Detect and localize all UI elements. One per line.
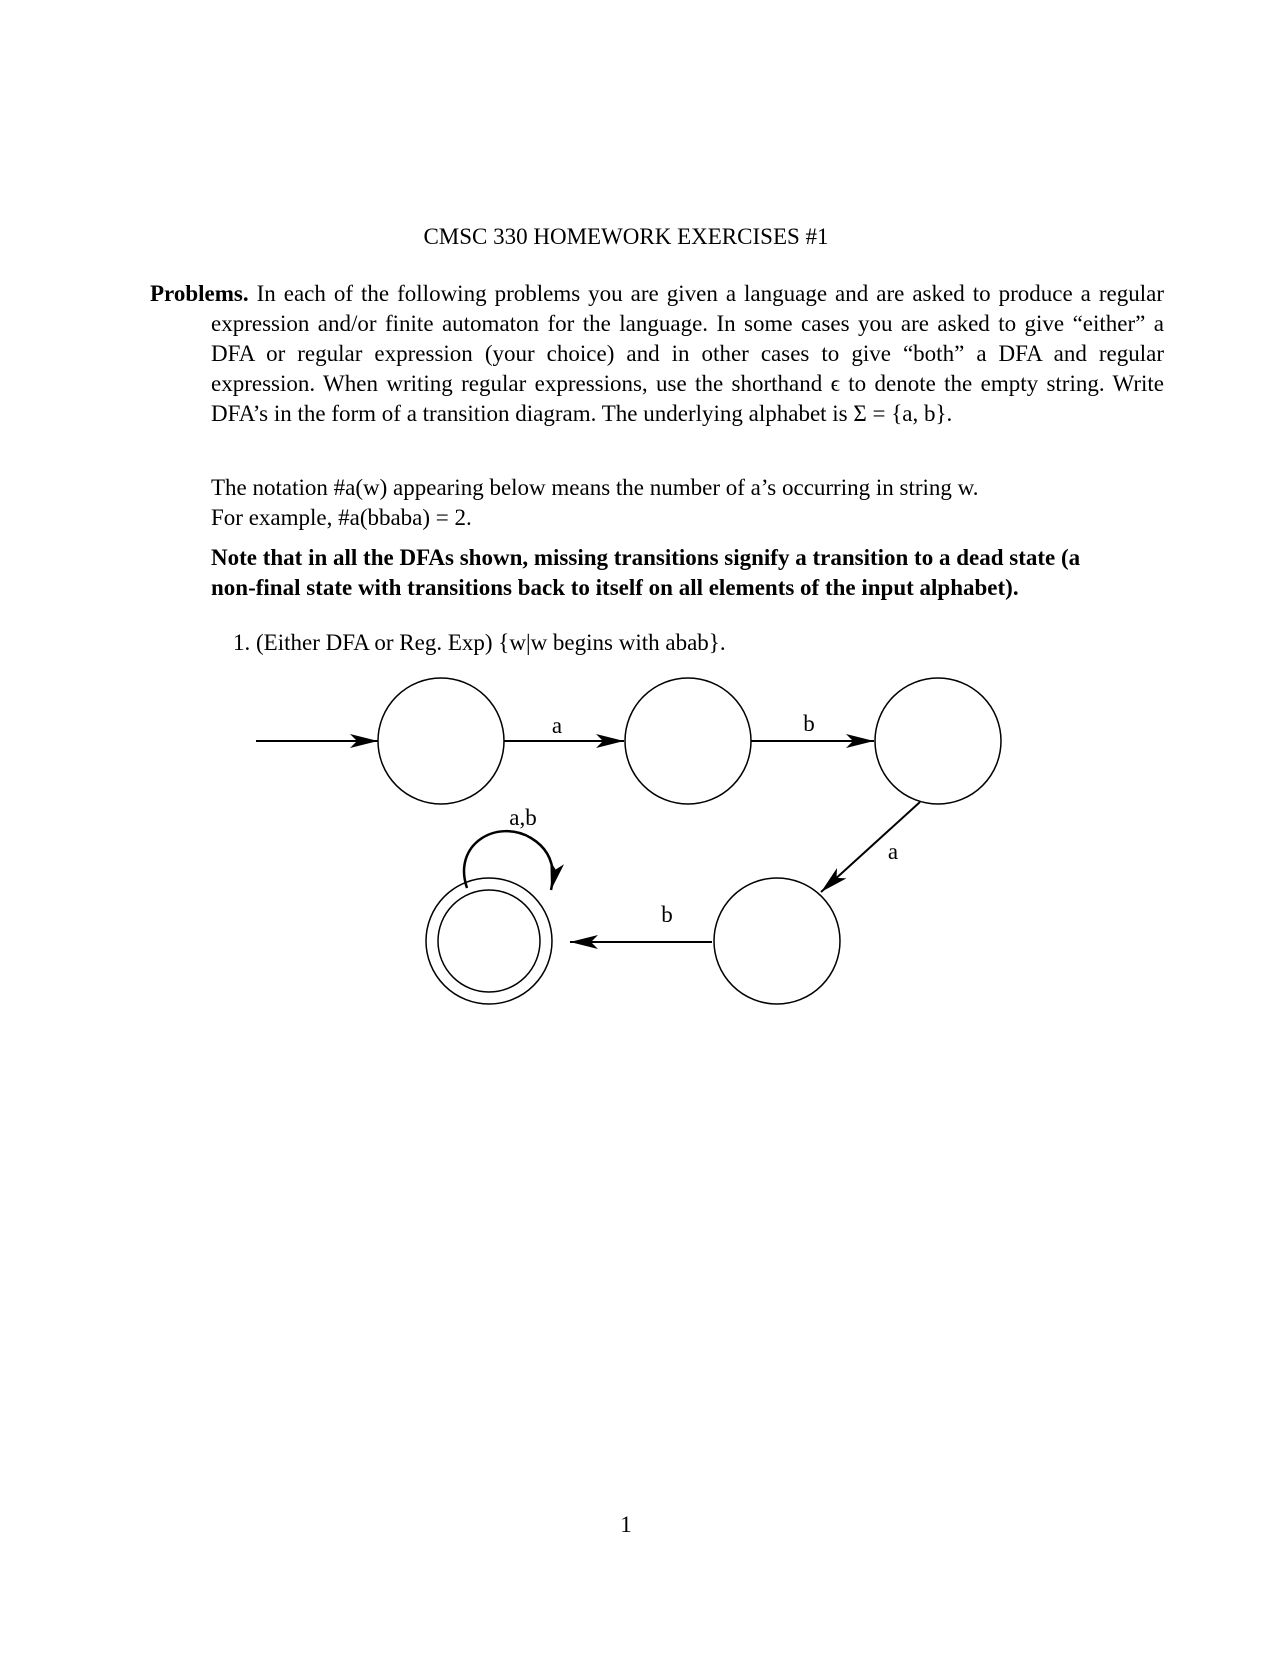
state-q3 — [714, 878, 840, 1004]
label-q4-loop: a,b — [509, 805, 537, 830]
notation-line-2: For example, #a(bbaba) = 2. — [211, 505, 472, 530]
state-q2 — [875, 678, 1001, 804]
problem-1-statement: 1. (Either DFA or Reg. Exp) {w|w begins with abab}. — [233, 630, 726, 655]
problems-intro: In each of the following problems you are given a language and are asked to produce a regular expression and/or finite automaton for the language. In some cases you are asked to give “either” a DFA or regular expression (your choice) and in other cases to give “both” a DFA and regular expression. When writing regular expressions, use the shorthand ϵ to denote the empty string. Write DFA’s in the form of a transition diagram. The underlying alphabet is Σ = {a, b}. — [211, 281, 1164, 426]
edge-q2-q3 — [821, 802, 920, 892]
problems-lead: Problems. — [150, 281, 249, 306]
state-q1 — [625, 678, 751, 804]
state-q0 — [378, 678, 504, 804]
notation-line-1: The notation #a(w) appearing below means the number of a’s occurring in string w. — [211, 475, 979, 500]
label-q2-q3: a — [887, 839, 899, 864]
page-number: 1 — [620, 1512, 632, 1537]
label-q0-q1: a — [551, 713, 563, 738]
label-q3-q4: b — [661, 902, 673, 927]
page-title: CMSC 330 HOMEWORK EXERCISES #1 — [423, 224, 829, 249]
state-q4-accepting — [426, 878, 552, 1004]
note-paragraph: Note that in all the DFAs shown, missing transitions signify a transition to a dead state (a non-final state with transitions back to itself on all elements of the input alphabet). — [211, 545, 1081, 600]
label-q1-q2: b — [803, 711, 815, 736]
